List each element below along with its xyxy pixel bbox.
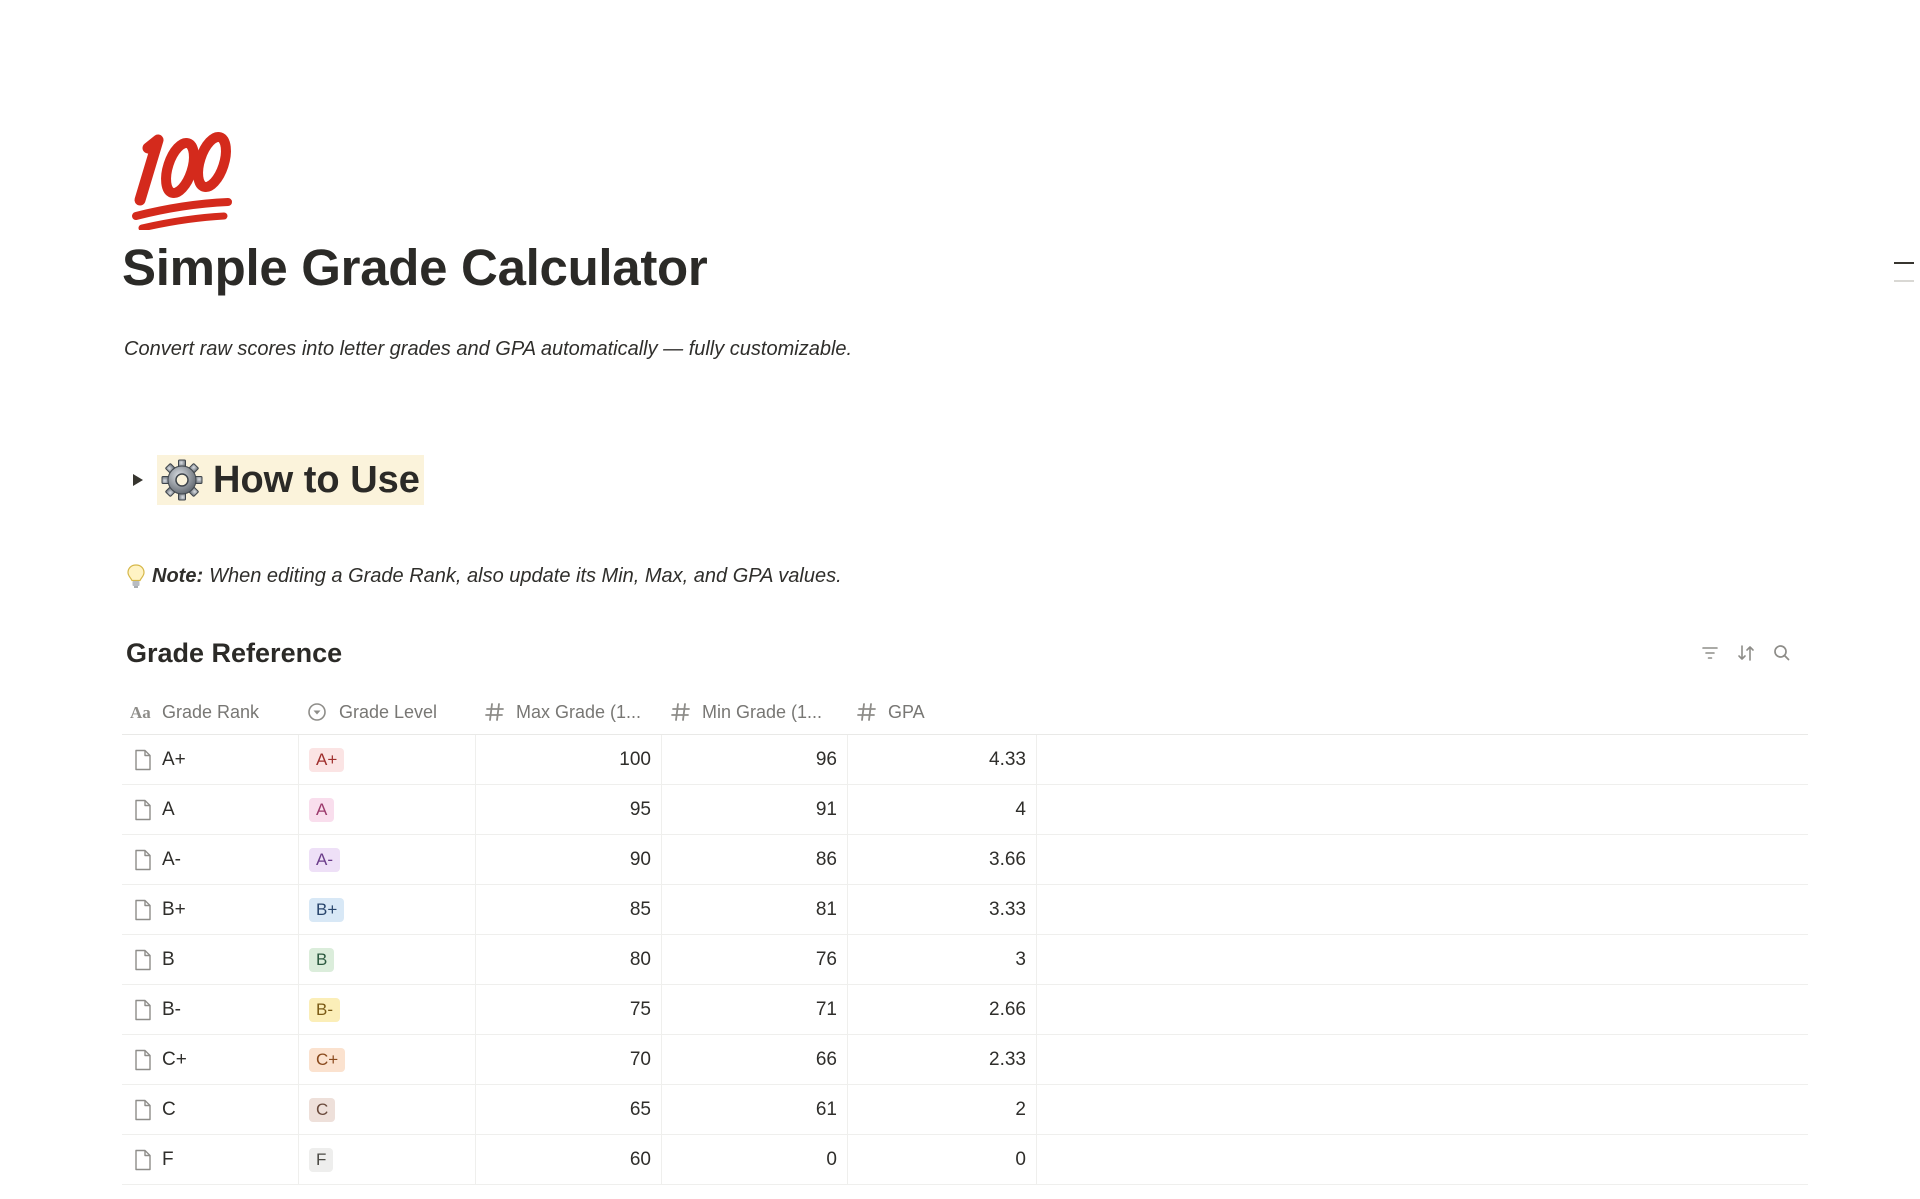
cell-grade-level[interactable]: [299, 835, 476, 884]
toggle-arrow-icon[interactable]: [133, 474, 143, 486]
cell-min-grade[interactable]: [662, 1035, 848, 1084]
toc-marker-active[interactable]: [1894, 262, 1914, 264]
max-grade-value: 65: [629, 1098, 651, 1120]
cell-min-grade[interactable]: [662, 1085, 848, 1134]
grade-rank-text: F: [162, 1148, 174, 1170]
grade-level-tag: C+: [309, 1048, 345, 1072]
max-grade-value: 85: [629, 898, 651, 920]
cell-grade-level[interactable]: [299, 735, 476, 784]
max-grade-value: 100: [619, 748, 651, 770]
table-row[interactable]: [122, 1085, 1808, 1135]
cell-grade-rank[interactable]: [122, 1135, 299, 1184]
min-grade-value: 0: [826, 1148, 837, 1170]
cell-empty: [1037, 985, 1808, 1034]
min-grade-value: 91: [815, 798, 837, 820]
table-row[interactable]: [122, 885, 1808, 935]
toc-marker[interactable]: [1894, 280, 1914, 282]
table-row[interactable]: [122, 785, 1808, 835]
cell-gpa[interactable]: [848, 785, 1037, 834]
cell-grade-level[interactable]: [299, 935, 476, 984]
cell-grade-rank[interactable]: [122, 885, 299, 934]
cell-min-grade[interactable]: [662, 985, 848, 1034]
hundred-points-icon[interactable]: [128, 118, 238, 230]
table-row[interactable]: [122, 1135, 1808, 1185]
page-document-icon: [134, 799, 152, 821]
gpa-value: 0: [1015, 1148, 1026, 1170]
cell-grade-rank[interactable]: [122, 935, 299, 984]
column-header-grade-level[interactable]: [299, 690, 476, 734]
cell-gpa[interactable]: [848, 1085, 1037, 1134]
cell-max-grade[interactable]: [476, 735, 662, 784]
max-grade-value: 70: [629, 1048, 651, 1070]
grade-rank-text: C+: [162, 1048, 187, 1070]
cell-min-grade[interactable]: [662, 735, 848, 784]
page-document-icon: [134, 849, 152, 871]
cell-empty: [1037, 1035, 1808, 1084]
min-grade-value: 86: [815, 848, 837, 870]
cell-min-grade[interactable]: [662, 785, 848, 834]
number-hash-icon: [484, 702, 506, 722]
cell-max-grade[interactable]: [476, 985, 662, 1034]
cell-grade-level[interactable]: [299, 1135, 476, 1184]
toggle-heading: [157, 455, 424, 505]
cell-grade-level[interactable]: [299, 1085, 476, 1134]
cell-min-grade[interactable]: [662, 935, 848, 984]
cell-max-grade[interactable]: [476, 835, 662, 884]
grade-rank-text: C: [162, 1098, 176, 1120]
grade-level-tag: B-: [309, 998, 340, 1022]
cell-grade-level[interactable]: [299, 1035, 476, 1084]
column-header-grade-rank[interactable]: [122, 690, 299, 734]
page-document-icon: [134, 899, 152, 921]
light-bulb-icon: [126, 563, 146, 589]
cell-grade-rank[interactable]: [122, 735, 299, 784]
cell-empty: [1037, 735, 1808, 784]
table-row[interactable]: [122, 1035, 1808, 1085]
page-document-icon: [134, 1149, 152, 1171]
gpa-value: 3.33: [989, 898, 1026, 920]
cell-min-grade[interactable]: [662, 885, 848, 934]
table-row[interactable]: [122, 835, 1808, 885]
table-row[interactable]: [122, 735, 1808, 785]
cell-gpa[interactable]: [848, 985, 1037, 1034]
cell-max-grade[interactable]: [476, 1035, 662, 1084]
max-grade-value: 60: [629, 1148, 651, 1170]
min-grade-value: 81: [815, 898, 837, 920]
how-to-use-toggle[interactable]: [130, 455, 424, 505]
cell-grade-rank[interactable]: [122, 1035, 299, 1084]
cell-max-grade[interactable]: [476, 1135, 662, 1184]
sort-icon[interactable]: [1736, 643, 1756, 663]
cell-gpa[interactable]: [848, 1035, 1037, 1084]
gpa-value: 4: [1015, 798, 1026, 820]
table-row[interactable]: [122, 935, 1808, 985]
min-grade-value: 76: [815, 948, 837, 970]
table-body: [122, 735, 1808, 1185]
column-header-max-grade[interactable]: [476, 690, 662, 734]
filter-icon[interactable]: [1700, 643, 1720, 663]
gpa-value: 3: [1015, 948, 1026, 970]
cell-empty: [1037, 835, 1808, 884]
column-header-label: Min Grade (1...: [702, 701, 823, 722]
cell-empty: [1037, 785, 1808, 834]
table-header-row: [122, 690, 1808, 735]
max-grade-value: 95: [629, 798, 651, 820]
gpa-value: 2.33: [989, 1048, 1026, 1070]
grade-level-tag: B: [309, 948, 334, 972]
grade-level-tag: A-: [309, 848, 340, 872]
cell-grade-level[interactable]: [299, 985, 476, 1034]
page-document-icon: [134, 1099, 152, 1121]
cell-grade-rank[interactable]: [122, 835, 299, 884]
cell-min-grade[interactable]: [662, 1135, 848, 1184]
grade-rank-text: A+: [162, 748, 186, 770]
max-grade-value: 75: [629, 998, 651, 1020]
cell-empty: [1037, 1135, 1808, 1184]
number-hash-icon: [670, 702, 692, 722]
table-of-contents-outline[interactable]: [1894, 262, 1920, 298]
database-title[interactable]: Grade Reference: [126, 638, 343, 668]
select-icon: [307, 702, 329, 722]
max-grade-value: 90: [629, 848, 651, 870]
gpa-value: 2.66: [989, 998, 1026, 1020]
grade-level-tag: C: [309, 1098, 335, 1122]
cell-grade-level[interactable]: [299, 885, 476, 934]
cell-grade-level[interactable]: [299, 785, 476, 834]
min-grade-value: 71: [815, 998, 837, 1020]
page-document-icon: [134, 999, 152, 1021]
grade-reference-table: [122, 690, 1808, 1185]
cell-max-grade[interactable]: [476, 1085, 662, 1134]
toggle-heading-text[interactable]: How to Use: [213, 458, 420, 501]
title-aa-icon: [130, 702, 152, 722]
cell-grade-rank[interactable]: [122, 1085, 299, 1134]
gear-icon: [161, 459, 203, 501]
min-grade-value: 61: [815, 1098, 837, 1120]
note-callout: [126, 563, 842, 589]
min-grade-value: 66: [815, 1048, 837, 1070]
cell-empty: [1037, 935, 1808, 984]
gpa-value: 3.66: [989, 848, 1026, 870]
grade-level-tag: F: [309, 1148, 333, 1172]
column-header-spacer: [1037, 690, 1808, 734]
database-toolbar: [1700, 643, 1792, 663]
note-text: When editing a Grade Rank, also update its Min, Max, and GPA values.: [209, 564, 842, 587]
cell-min-grade[interactable]: [662, 835, 848, 884]
grade-rank-text: B: [162, 948, 175, 970]
column-header-gpa[interactable]: [848, 690, 1037, 734]
cell-gpa[interactable]: [848, 1135, 1037, 1184]
cell-gpa[interactable]: [848, 885, 1037, 934]
cell-grade-rank[interactable]: [122, 785, 299, 834]
cell-empty: [1037, 885, 1808, 934]
gpa-value: 4.33: [989, 748, 1026, 770]
cell-gpa[interactable]: [848, 935, 1037, 984]
number-hash-icon: [856, 702, 878, 722]
table-row[interactable]: [122, 985, 1808, 1035]
grade-rank-text: B-: [162, 998, 181, 1020]
search-icon[interactable]: [1772, 643, 1792, 663]
grade-level-tag: A: [309, 798, 334, 822]
gpa-value: 2: [1015, 1098, 1026, 1120]
page-document-icon: [134, 1049, 152, 1071]
page-document-icon: [134, 949, 152, 971]
cell-max-grade[interactable]: [476, 885, 662, 934]
min-grade-value: 96: [815, 748, 837, 770]
grade-level-tag: B+: [309, 898, 344, 922]
page-title[interactable]: Simple Grade Calculator: [122, 239, 708, 296]
column-header-label: GPA: [888, 701, 925, 722]
grade-rank-text: A-: [162, 848, 181, 870]
note-label: Note:: [152, 564, 204, 587]
cell-gpa[interactable]: [848, 735, 1037, 784]
cell-empty: [1037, 1085, 1808, 1134]
svg-text:Aa: Aa: [130, 703, 151, 722]
column-header-min-grade[interactable]: [662, 690, 848, 734]
cell-grade-rank[interactable]: [122, 985, 299, 1034]
grade-rank-text: B+: [162, 898, 186, 920]
grade-level-tag: A+: [309, 748, 344, 772]
max-grade-value: 80: [629, 948, 651, 970]
column-header-label: Grade Rank: [162, 701, 260, 722]
column-header-label: Max Grade (1...: [516, 701, 642, 722]
cell-gpa[interactable]: [848, 835, 1037, 884]
column-header-label: Grade Level: [339, 701, 438, 722]
cell-max-grade[interactable]: [476, 785, 662, 834]
page-subtitle: Convert raw scores into letter grades and GPA automatically — fully customizable.: [124, 338, 853, 360]
grade-rank-text: A: [162, 798, 175, 820]
cell-max-grade[interactable]: [476, 935, 662, 984]
page-document-icon: [134, 749, 152, 771]
